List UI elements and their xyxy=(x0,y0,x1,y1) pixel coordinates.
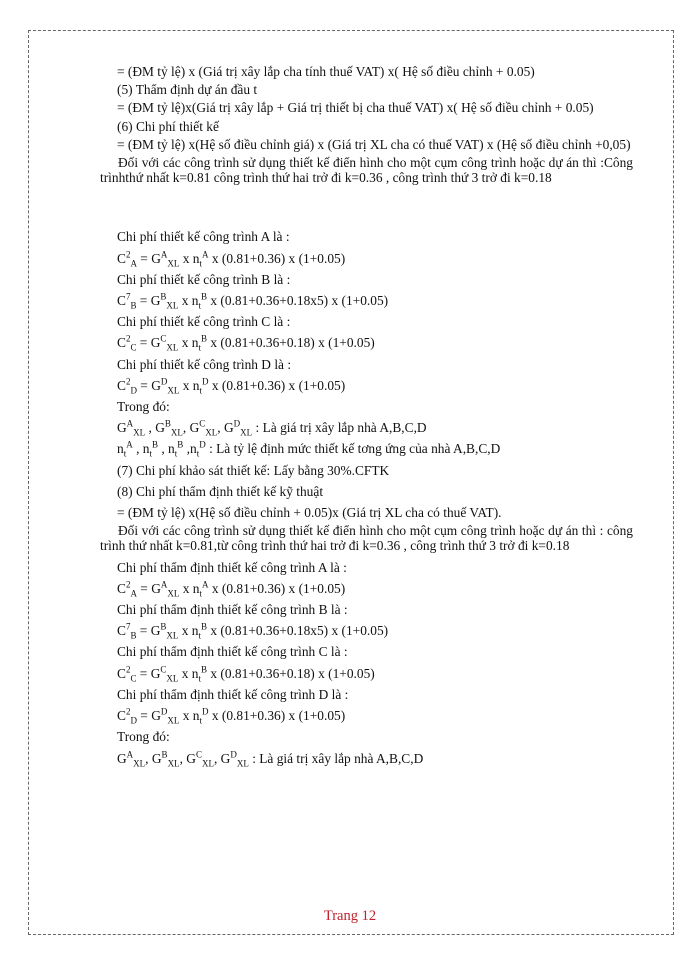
formula-d2: $C^2_D = G^D_{XL}$ x $n_t^D$ x (0.81+0.36) x (1+0.05) xyxy=(117,706,346,726)
formula-line: = (ĐM tỷ lệ) x(Hệ số điều chỉnh + 0.05)x (Giá trị XL cha có thuế VAT). xyxy=(117,505,502,521)
paragraph: Chi phí thiết kế công trình B là : xyxy=(117,271,291,287)
page-number: Trang 12 xyxy=(323,908,377,924)
spacer xyxy=(100,185,633,225)
formula-d: $C^2_D = G^D_{XL}$ x $n_t^D$ x (0.81+0.36) x (1+0.05) xyxy=(117,376,346,396)
paragraph: Trong đó: xyxy=(117,399,170,415)
formula-a2: $C^2_A = G^A_{XL}$ x $n_t^A$ x (0.81+0.36) x (1+0.05) xyxy=(117,579,346,599)
paragraph: Trong đó: xyxy=(117,729,170,745)
paragraph: Đối với các công trình sử dụng thiết kế điển hình cho một cụm công trình hoặc dự án thì :Công trìnhthứ nhất k=0.81 công trình thứ hai trở đi k=0.36 , công trình thứ 3 trở đi k=0.18 xyxy=(100,155,633,186)
document-body xyxy=(100,64,633,769)
paragraph: Chi phí thẩm định thiết kế công trình A là : xyxy=(117,559,347,575)
section-heading: (5) Thẩm định dự án đầu t xyxy=(117,82,258,98)
formula-b2: $C^7_B = G^B_{XL}$ x $n_t^B$ x (0.81+0.36+0.18x5) x (1+0.05) xyxy=(117,621,389,641)
paragraph: Chi phí thiết kế công trình D là : xyxy=(117,356,292,372)
paragraph: Chi phí thẩm định thiết kế công trình D là : xyxy=(117,686,349,702)
formula-line: = (ĐM tỷ lệ)x(Giá trị xây lắp + Giá trị thiết bị cha thuế VAT) x( Hệ số điều chỉnh + 0.05) xyxy=(117,100,594,116)
formula-a: $C^2_A = G^A_{XL}$ x $n_t^A$ x (0.81+0.36) x (1+0.05) xyxy=(117,249,346,269)
formula-line: = (ĐM tỷ lệ) x(Hệ số điều chỉnh giá) x (Giá trị XL cha có thuế VAT) x (Hệ số điều chỉnh +0,05) xyxy=(117,136,631,152)
nt-legend: $n_t^A$ , $n_t^B$ , $n_t^B$ $,n_t^D$ : Là tỷ lệ định mức thiết kế tơng ứng của nhà A,B,C,D xyxy=(117,439,501,460)
section-heading: (8) Chi phí thẩm định thiết kế kỹ thuật xyxy=(117,483,324,499)
section-heading: (6) Chi phí thiết kế xyxy=(117,118,219,134)
paragraph: Chi phí thiết kế công trình C là : xyxy=(117,314,291,330)
paragraph: Chi phí thiết kế công trình A là : xyxy=(117,229,290,245)
section-heading: (7) Chi phí khảo sát thiết kế: Lấy bằng 30%.CFTK xyxy=(117,462,390,478)
paragraph: Đối với các công trình sử dụng thiết kế điển hình cho một cụm công trình hoặc dự án thì : công trình thứ nhất k=0.81,từ công trình thứ hai trở đi k=0.36 , công trình thứ 3 trở đi k=0.18 xyxy=(100,523,633,554)
paragraph: Chi phí thẩm định thiết kế công trình B là : xyxy=(117,602,348,618)
formula-c: $C^2_C = G^C_{XL}$ x $n_t^B$ x (0.81+0.36+0.18) x (1+0.05) xyxy=(117,333,375,354)
formula-b: $C^7_B = G^B_{XL}$ x $n_t^B$ x (0.81+0.36+0.18x5) x (1+0.05) xyxy=(117,291,389,311)
gxl-legend: $G^A_{XL}$ , $G^B_{XL}$, $G^C_{XL}$, $G^D_{XL}$ : Là giá trị xây lắp nhà A,B,C,D xyxy=(117,418,427,438)
formula-line: = (ĐM tỷ lệ) x (Giá trị xây lắp cha tính thuế VAT) x( Hệ số điều chỉnh + 0.05) xyxy=(117,64,535,79)
formula-c2: $C^2_C = G^C_{XL}$ x $n_t^B$ x (0.81+0.36+0.18) x (1+0.05) xyxy=(117,664,375,684)
gxl-legend-2: $G^A_{XL}$, $G^B_{XL}$, $G^C_{XL}$, $G^D_{XL}$ : Là giá trị xây lắp nhà A,B,C,D xyxy=(117,749,424,769)
paragraph: Chi phí thẩm định thiết kế công trình C là : xyxy=(117,644,348,660)
